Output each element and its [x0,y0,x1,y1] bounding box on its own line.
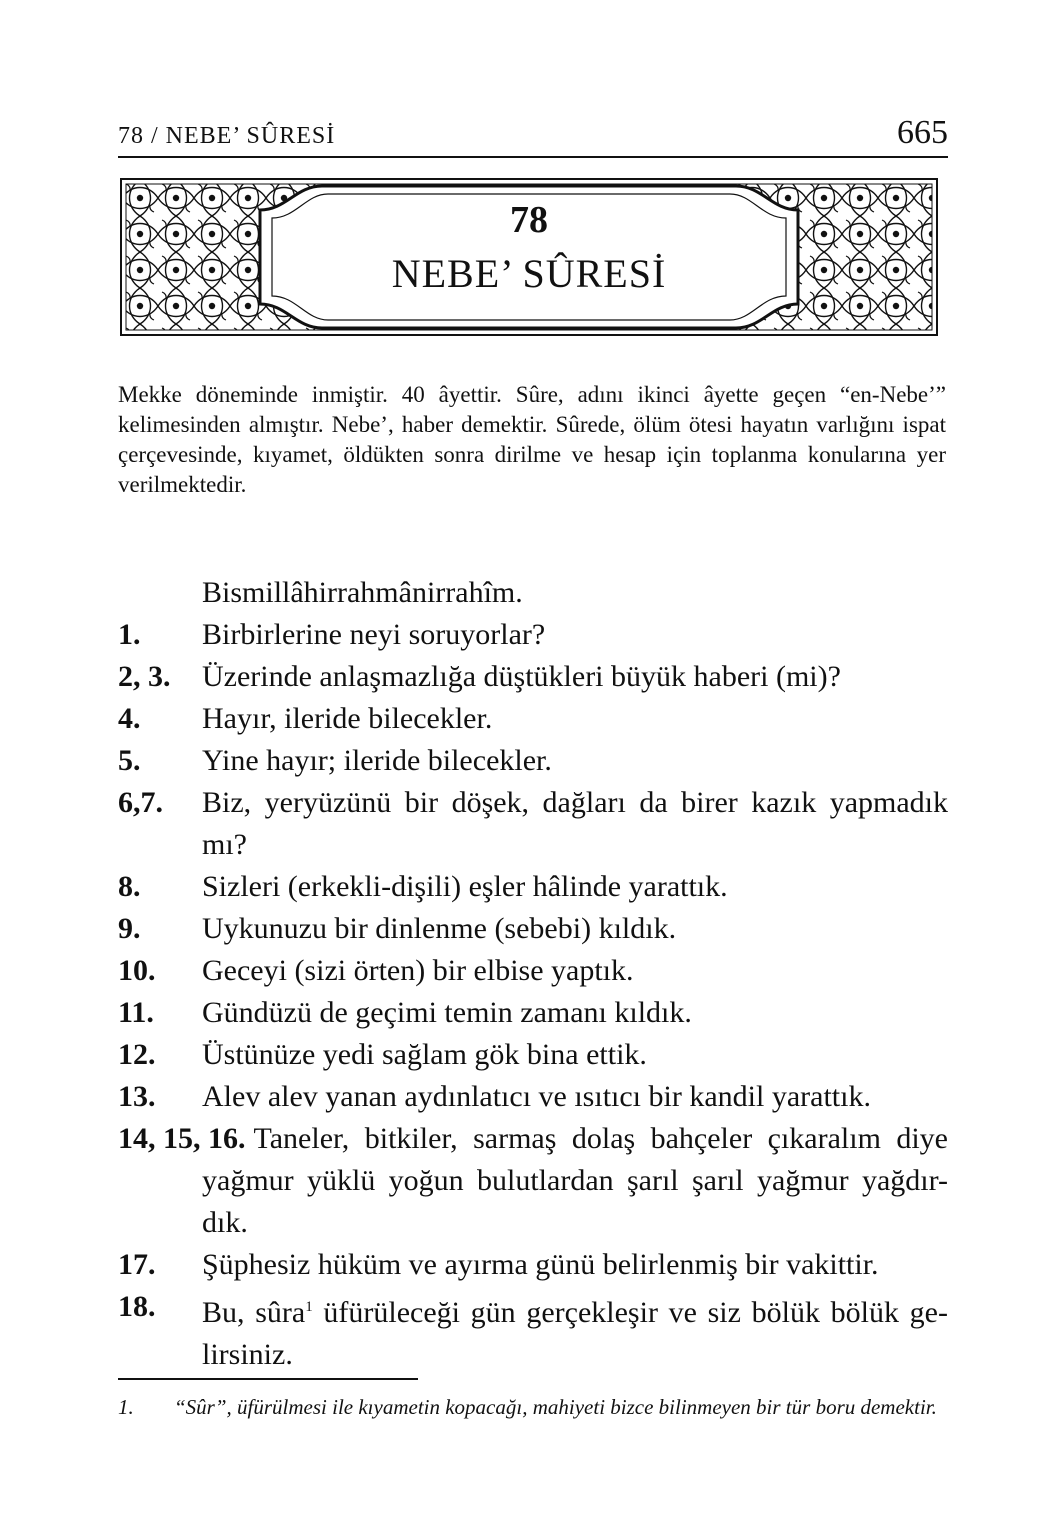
verse-number: 8. [118,870,141,903]
verse-9 [118,908,948,950]
verse-text: Üzerinde anlaşmazlığa düştükleri büyük haberi (mi)? [202,660,841,693]
verse-text: Sizleri (erkekli-dişili) eşler hâlinde yarattık. [202,870,728,903]
verse-8 [118,866,948,908]
verse-18 [118,1286,948,1334]
verse-17 [118,1244,948,1286]
intro-paragraph: Mekke döneminde inmiştir. 40 âyettir. Sûre, adını ikinci âyette geçen “en-Nebe’” kelimesinden almıştır. Nebe’, haber demektir. Sûrede, ölüm ötesi hayatın varlığını ispat çerçevesinde, kıyamet, öldükten sonra dirilme ve hesap için toplanma konularına yer verilmektedir. [118,382,946,497]
verse-13 [118,1076,948,1118]
verse-text: Hayır, ileride bilecekler. [202,702,493,735]
basmala: Bismillâhirrahmânirrahîm. [202,576,523,609]
verse-text-rest: üfürüleceği gün gerçekleşir ve siz bölük bölük ge- [312,1296,948,1329]
verse-number: 13. [118,1080,156,1113]
verse-list [118,572,948,1376]
verse-number: 11. [118,996,154,1029]
verse-text: Uykunuzu bir dinlenme (sebebi) kıldık. [202,912,677,945]
verse-number: 17. [118,1248,156,1281]
running-header [118,112,948,156]
footnote-text: “Sûr”, üfürülmesi ile kıyametin kopacağı, mahiyeti bizce bilinmeyen bir tür boru demektir. [174,1395,937,1419]
surah-name: NEBE’ SÛRESİ [391,251,667,296]
verse-continuation: dık. [202,1206,248,1239]
verse-number: 6,7. [118,786,163,819]
verse-number: 5. [118,744,141,777]
verse-10 [118,950,948,992]
basmala-line [118,572,948,614]
verse-number: 1. [118,618,141,651]
verse-14-16 [118,1118,948,1160]
verse-1 [118,614,948,656]
verse-text: Birbirlerine neyi soruyorlar? [202,618,546,651]
verse-4 [118,698,948,740]
footnote-rule [118,1378,418,1380]
verse-text: Yine hayır; ileride bilecekler. [202,744,552,777]
verse-continuation: yağmur yüklü yoğun bulutlardan şarıl şarıl yağmur yağdır- [202,1164,948,1197]
verse-text: Şüphesiz hüküm ve ayırma günü belirlenmiş bir vakittir. [202,1248,879,1281]
verse-5 [118,740,948,782]
verse-text: Geceyi (sizi örten) bir elbise yaptık. [202,954,634,987]
verse-number: 12. [118,1038,156,1071]
running-title: 78 / NEBE’ SÛRESİ [118,123,336,149]
verse-2-3 [118,656,948,698]
verse-continuation: mı? [202,828,247,861]
surah-banner [120,178,938,336]
footnote-ref[interactable]: 1 [305,1299,313,1315]
verse-text: Alev alev yanan aydınlatıcı ve ısıtıcı bir kandil yarattık. [202,1080,871,1113]
verse-text-line [202,1286,948,1334]
verse-number: 10. [118,954,156,987]
footnote-number: 1. [118,1395,134,1419]
verse-number: 2, 3. [118,660,171,693]
verse-number: 9. [118,912,141,945]
verse-continuation: lirsiniz. [202,1338,293,1371]
verse-text: Biz, yeryüzünü bir döşek, dağları da birer kazık yapmadık [202,786,948,819]
page-number: 665 [897,114,948,151]
footnote [118,1392,946,1422]
verse-number: 18. [118,1290,156,1323]
verse-text: Gündüzü de geçimi temin zamanı kıldık. [202,996,692,1029]
verse-11 [118,992,948,1034]
verse-number: 4. [118,702,141,735]
surah-number: 78 [510,199,548,241]
verse-text: Üstünüze yedi sağlam gök bina ettik. [202,1038,647,1071]
verse-6-7 [118,782,948,824]
verse-number: 14, 15, 16. [118,1122,246,1155]
verse-12 [118,1034,948,1076]
verse-text: Taneler, bitkiler, sarmaş dolaş bahçeler çıkaralım diye [253,1122,948,1155]
verse-text: Bu, sûra [202,1296,306,1329]
header-rule [118,156,948,158]
